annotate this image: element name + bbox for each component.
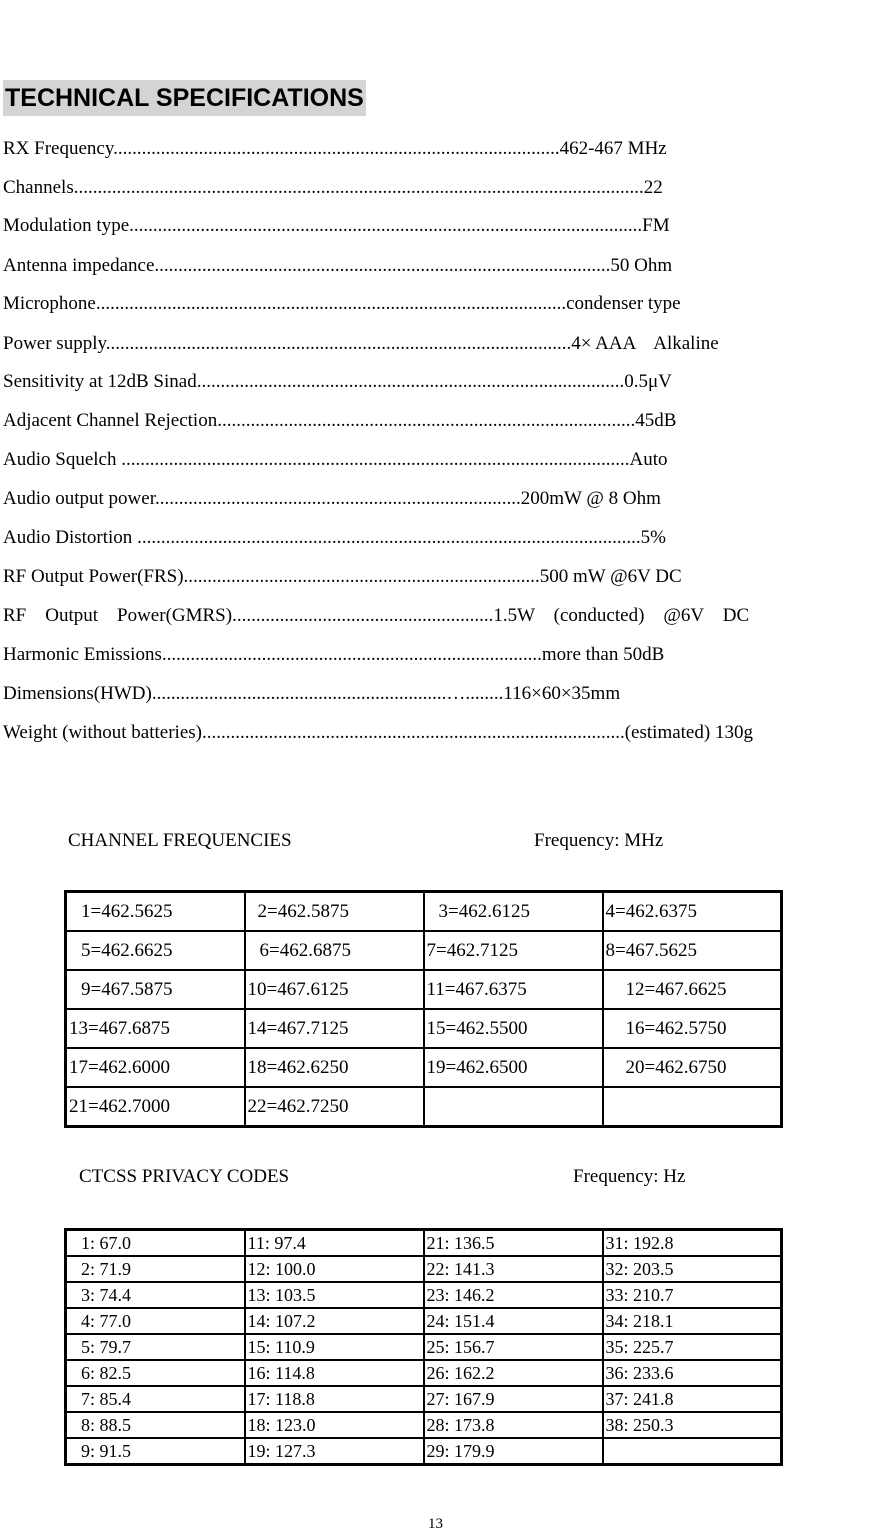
spec-label: RF Output Power(FRS) bbox=[3, 566, 184, 587]
spec-leader: ........................................................................................ bbox=[217, 410, 636, 431]
table-cell: 29: 179.9 bbox=[424, 1438, 603, 1465]
spec-leader: ............................................................................. bbox=[155, 488, 521, 509]
table-cell: 23: 146.2 bbox=[424, 1282, 603, 1308]
spec-label: Modulation type bbox=[3, 215, 130, 236]
table-cell: 38: 250.3 bbox=[603, 1412, 782, 1438]
page-number: 13 bbox=[428, 1516, 443, 1532]
table-row bbox=[66, 892, 782, 932]
spec-row bbox=[3, 409, 783, 433]
table-cell: 32: 203.5 bbox=[603, 1256, 782, 1282]
table-cell: 4: 77.0 bbox=[66, 1308, 245, 1334]
table-cell: 17=462.6000 bbox=[66, 1048, 245, 1087]
spec-leader: .......................................................................................... bbox=[196, 371, 625, 392]
spec-leader: ..............................................................…........ bbox=[151, 683, 504, 704]
spec-value: 45dB bbox=[635, 410, 677, 431]
spec-value: condenser type bbox=[566, 293, 681, 314]
table-cell: 22: 141.3 bbox=[424, 1256, 603, 1282]
spec-value: 50 Ohm bbox=[610, 255, 673, 276]
table-cell: 12=467.6625 bbox=[603, 970, 782, 1009]
spec-row bbox=[3, 370, 793, 394]
spec-label: Channels bbox=[3, 177, 74, 198]
spec-value: more than 50dB bbox=[541, 644, 665, 665]
spec-label: Dimensions(HWD) bbox=[3, 683, 152, 704]
table-cell: 33: 210.7 bbox=[603, 1282, 782, 1308]
spec-label: RX Frequency bbox=[3, 138, 114, 159]
spec-value: 0.5μV bbox=[624, 371, 672, 392]
spec-label: Antenna impedance bbox=[3, 255, 155, 276]
spec-label: RF Output Power(GMRS) bbox=[3, 605, 233, 626]
spec-row bbox=[3, 137, 783, 161]
table-cell: 7=462.7125 bbox=[424, 931, 603, 970]
table-cell: 20=462.6750 bbox=[603, 1048, 782, 1087]
table-row bbox=[66, 1360, 782, 1386]
table-cell: 15: 110.9 bbox=[245, 1334, 424, 1360]
spec-leader: .................................................................................................. bbox=[105, 333, 572, 354]
table-cell: 36: 233.6 bbox=[603, 1360, 782, 1386]
spec-value: 1.5W (conducted) @6V DC bbox=[493, 605, 750, 626]
table-cell: 16=462.5750 bbox=[603, 1009, 782, 1048]
table-cell: 3=462.6125 bbox=[424, 892, 603, 932]
spec-value: 500 mW @6V DC bbox=[539, 566, 682, 587]
table-cell: 37: 241.8 bbox=[603, 1386, 782, 1412]
spec-leader: ........................................................................................................... bbox=[121, 449, 630, 470]
spec-leader: ................................................................................................ bbox=[154, 255, 611, 276]
spec-leader: ................................................................................................... bbox=[95, 293, 567, 314]
spec-label: Adjacent Channel Rejection bbox=[3, 410, 218, 431]
table-cell: 14: 107.2 bbox=[245, 1308, 424, 1334]
spec-leader: .......................................................................................................... bbox=[137, 527, 641, 548]
spec-value: 22 bbox=[643, 177, 663, 198]
table-cell: 21: 136.5 bbox=[424, 1230, 603, 1257]
table-cell: 22=462.7250 bbox=[245, 1087, 424, 1127]
table-cell: 3: 74.4 bbox=[66, 1282, 245, 1308]
table-cell: 28: 173.8 bbox=[424, 1412, 603, 1438]
spec-label: Power supply bbox=[3, 333, 106, 354]
table-cell: 6: 82.5 bbox=[66, 1360, 245, 1386]
table-cell: 19=462.6500 bbox=[424, 1048, 603, 1087]
spec-row bbox=[3, 332, 813, 356]
table-row bbox=[66, 1048, 782, 1087]
spec-row bbox=[3, 682, 738, 706]
table-cell: 14=467.7125 bbox=[245, 1009, 424, 1048]
spec-value: 4× AAA Alkaline bbox=[571, 333, 719, 354]
spec-value: 462-467 MHz bbox=[559, 138, 667, 159]
page-title: TECHNICAL SPECIFICATIONS bbox=[3, 80, 366, 116]
spec-row bbox=[3, 254, 793, 278]
table-cell: 7: 85.4 bbox=[66, 1386, 245, 1412]
spec-label: Audio Squelch bbox=[3, 449, 122, 470]
spec-row bbox=[3, 643, 778, 667]
table-cell: 16: 114.8 bbox=[245, 1360, 424, 1386]
spec-row bbox=[3, 448, 783, 472]
spec-label: Audio Distortion bbox=[3, 527, 138, 548]
spec-leader: ....................................................... bbox=[232, 605, 494, 626]
table-cell: 5: 79.7 bbox=[66, 1334, 245, 1360]
table-row bbox=[66, 931, 782, 970]
table-cell: 11: 97.4 bbox=[245, 1230, 424, 1257]
table-cell: 18: 123.0 bbox=[245, 1412, 424, 1438]
spec-row bbox=[3, 487, 778, 511]
spec-value: 200mW @ 8 Ohm bbox=[520, 488, 661, 509]
spec-leader: ........................................................................... bbox=[183, 566, 540, 587]
table-cell: 9: 91.5 bbox=[66, 1438, 245, 1465]
table-cell bbox=[603, 1438, 782, 1465]
spec-label: Harmonic Emissions bbox=[3, 644, 162, 665]
table-cell: 21=462.7000 bbox=[66, 1087, 245, 1127]
ctcss-section-unit: Frequency: Hz bbox=[573, 1166, 686, 1187]
table-row bbox=[66, 1386, 782, 1412]
table-row bbox=[66, 1256, 782, 1282]
spec-leader: ........................................................................................................................ bbox=[73, 177, 644, 198]
spec-row bbox=[3, 604, 871, 628]
spec-value: 5% bbox=[640, 527, 666, 548]
table-cell: 1: 67.0 bbox=[66, 1230, 245, 1257]
table-cell: 27: 167.9 bbox=[424, 1386, 603, 1412]
channel-section-title: CHANNEL FREQUENCIES bbox=[68, 830, 292, 851]
channel-section-unit: Frequency: MHz bbox=[534, 830, 664, 851]
table-cell: 35: 225.7 bbox=[603, 1334, 782, 1360]
table-cell: 12: 100.0 bbox=[245, 1256, 424, 1282]
table-cell: 5=462.6625 bbox=[66, 931, 245, 970]
table-cell: 10=467.6125 bbox=[245, 970, 424, 1009]
table-row bbox=[66, 1009, 782, 1048]
table-cell: 15=462.5500 bbox=[424, 1009, 603, 1048]
table-row bbox=[66, 1412, 782, 1438]
table-row bbox=[66, 1282, 782, 1308]
table-cell: 2: 71.9 bbox=[66, 1256, 245, 1282]
spec-row bbox=[3, 565, 793, 589]
spec-label: Microphone bbox=[3, 293, 96, 314]
table-cell: 19: 127.3 bbox=[245, 1438, 424, 1465]
spec-label: Weight (without batteries) bbox=[3, 722, 202, 743]
spec-label: Sensitivity at 12dB Sinad bbox=[3, 371, 197, 392]
table-cell bbox=[603, 1087, 782, 1127]
table-cell: 25: 156.7 bbox=[424, 1334, 603, 1360]
spec-leader: ......................................................................................... bbox=[201, 722, 625, 743]
spec-value: Auto bbox=[629, 449, 668, 470]
table-cell: 1=462.5625 bbox=[66, 892, 245, 932]
table-cell: 11=467.6375 bbox=[424, 970, 603, 1009]
channel-frequency-table bbox=[64, 890, 783, 1128]
spec-leader: .............................................................................................. bbox=[113, 138, 560, 159]
spec-value: FM bbox=[642, 215, 670, 236]
spec-row bbox=[3, 526, 783, 550]
spec-row bbox=[3, 176, 788, 200]
table-cell: 31: 192.8 bbox=[603, 1230, 782, 1257]
table-row bbox=[66, 1438, 782, 1465]
ctcss-section-title: CTCSS PRIVACY CODES bbox=[79, 1166, 290, 1187]
table-cell: 6=462.6875 bbox=[245, 931, 424, 970]
spec-row bbox=[3, 721, 871, 745]
table-row bbox=[66, 970, 782, 1009]
spec-value: (estimated) 130g bbox=[624, 722, 753, 743]
ctcss-code-table bbox=[64, 1228, 783, 1466]
table-cell: 24: 151.4 bbox=[424, 1308, 603, 1334]
table-cell: 26: 162.2 bbox=[424, 1360, 603, 1386]
spec-row bbox=[3, 292, 793, 316]
table-row bbox=[66, 1308, 782, 1334]
table-cell: 13: 103.5 bbox=[245, 1282, 424, 1308]
table-cell: 18=462.6250 bbox=[245, 1048, 424, 1087]
spec-leader: ............................................................................................................ bbox=[129, 215, 643, 236]
table-cell: 34: 218.1 bbox=[603, 1308, 782, 1334]
table-row bbox=[66, 1334, 782, 1360]
table-cell: 17: 118.8 bbox=[245, 1386, 424, 1412]
table-cell: 4=462.6375 bbox=[603, 892, 782, 932]
table-cell bbox=[424, 1087, 603, 1127]
table-row bbox=[66, 1230, 782, 1257]
table-cell: 8: 88.5 bbox=[66, 1412, 245, 1438]
spec-value: 116×60×35mm bbox=[503, 683, 621, 704]
table-row bbox=[66, 1087, 782, 1127]
spec-leader: ................................................................................ bbox=[161, 644, 542, 665]
spec-row bbox=[3, 214, 788, 238]
table-cell: 9=467.5875 bbox=[66, 970, 245, 1009]
spec-label: Audio output power bbox=[3, 488, 155, 509]
table-cell: 8=467.5625 bbox=[603, 931, 782, 970]
table-cell: 2=462.5875 bbox=[245, 892, 424, 932]
table-cell: 13=467.6875 bbox=[66, 1009, 245, 1048]
